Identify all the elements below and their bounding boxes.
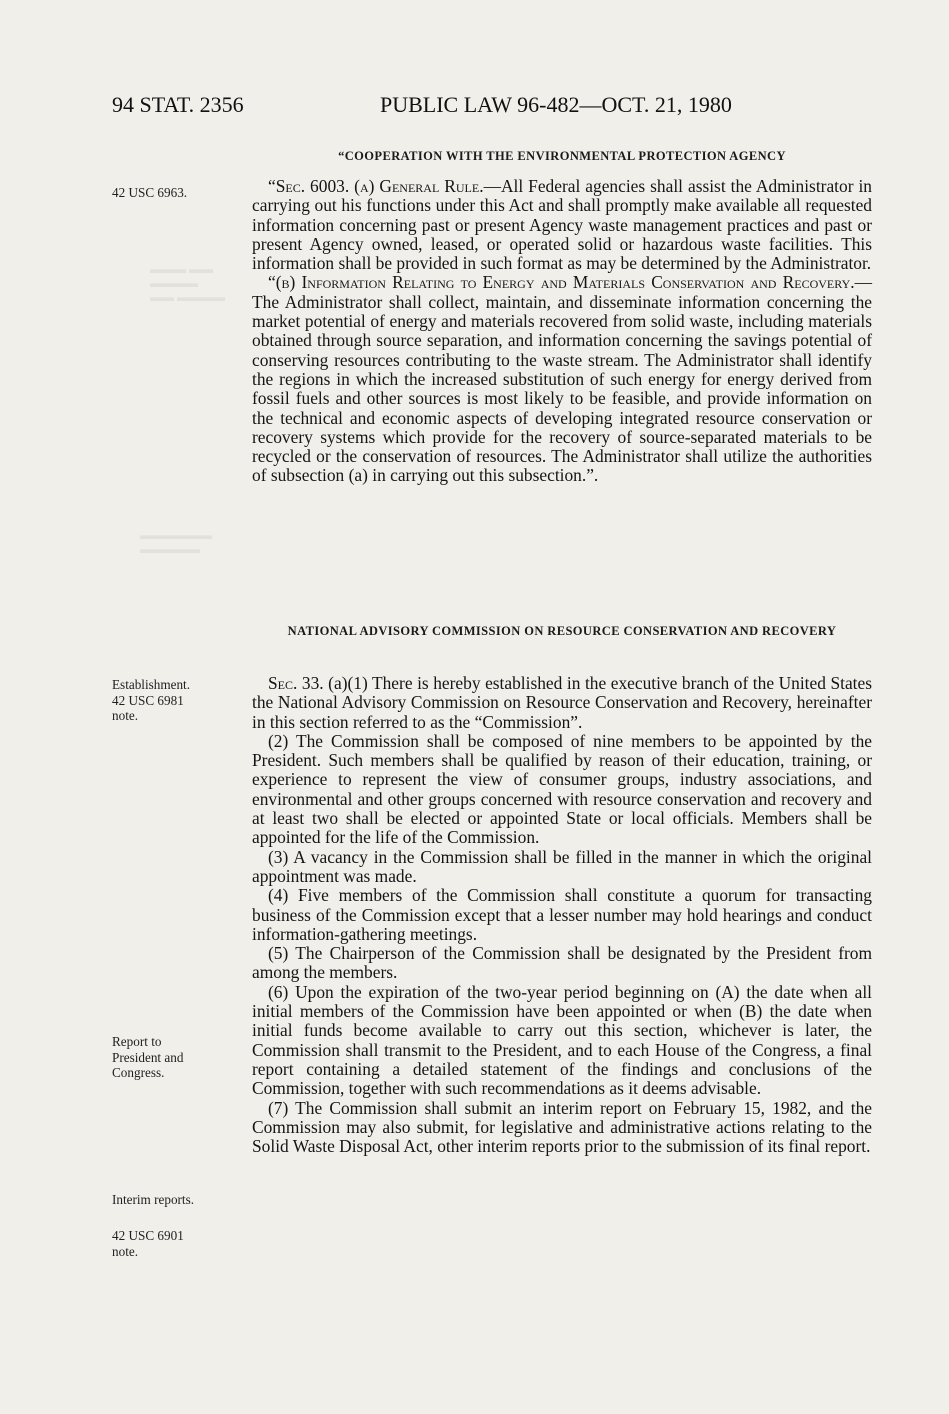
margin-note-line: Establishment.	[112, 677, 191, 692]
bleed-through-text: ▬▬▬▬▬▬ ▬▬▬▬▬	[140, 528, 212, 556]
margin-note-line: President and	[112, 1049, 184, 1065]
margin-note-usc-6963: 42 USC 6963.	[112, 185, 188, 200]
bleed-through-text: ▬▬▬ ▬▬ ▬▬▬▬ ▬▬ ▬▬▬▬	[150, 262, 225, 304]
margin-note-line: 42 USC 6901	[112, 1228, 184, 1243]
margin-note-usc-6901	[112, 1228, 232, 1259]
public-law-title: PUBLIC LAW 96-482—OCT. 21, 1980	[380, 92, 732, 117]
paragraph-lead: Sec. 33.	[268, 673, 324, 693]
margin-note-line: note.	[112, 1243, 139, 1259]
paragraph-33-1	[252, 674, 872, 732]
margin-note-establishment	[112, 677, 232, 724]
statute-page-number: 94 STAT. 2356	[112, 92, 244, 117]
section-6003-body	[252, 177, 872, 486]
paragraph-text: (a)(1) There is hereby established in the executive branch of the United States the National Advisory Commission on Resource Conservation and Recovery, hereinafter in this section referred to as the “Commission”.	[252, 673, 872, 732]
section-33-body	[252, 674, 872, 1156]
section-heading-commission: NATIONAL ADVISORY COMMISSION ON RESOURCE CONSERVATION AND RECOVERY	[287, 624, 837, 638]
paragraph-33-6: (6) Upon the expiration of the two-year period beginning on (A) the date when all initial members of the Commission have been appointed or when (B) the date when initial funds become available to carry out this section, whichever is later, the Commission shall transmit to the President, and to each House of the Congress, a final report containing a detailed statement of the findings and conclusions of the Commission, together with such recommendations as it deems advisable.	[252, 981, 872, 1099]
paragraph-lead: “(b) Information Relating to Energy and Materials Conservation and Recovery.	[268, 272, 855, 293]
paragraph-33-5: (5) The Chairperson of the Commission shall be designated by the President from among the members.	[252, 943, 872, 983]
paragraph-text: —All Federal agencies shall assist the Administrator in carrying out his functions under this Act and shall promptly make available all requested information concerning past or present Agency waste management practices and past or present Agency owned, leased, or operated solid or hazardous waste facilities. This information shall be provided in such format as may be determined by the Administrator.	[252, 176, 872, 274]
margin-note-line: 42 USC 6981	[112, 692, 184, 708]
section-heading-cooperation: “COOPERATION WITH THE ENVIRONMENTAL PROTECTION AGENCY	[338, 149, 786, 163]
paragraph-33-7: (7) The Commission shall submit an interim report on February 15, 1982, and the Commission may also submit, for legislative and administrative actions relating to the Solid Waste Disposal Act, other interim reports prior to the submission of its final report.	[252, 1097, 872, 1157]
paragraph-33-4: (4) Five members of the Commission shall constitute a quorum for transacting business of the Commission except that a lesser number may hold hearings and conduct information-gathering meetings.	[252, 885, 872, 944]
page-header	[112, 92, 872, 126]
paragraph-33-3: (3) A vacancy in the Commission shall be filled in the manner in which the original appointment was made.	[252, 846, 872, 886]
margin-note-interim-reports: Interim reports.	[112, 1192, 195, 1207]
paragraph-text: —The Administrator shall collect, maintain, and disseminate information concerning the market potential of energy and materials recovered from solid waste, including materials obtained through source separation, and information concerning the savings potential of conserving resources contributing to the waste stream. The Administrator shall identify the regions in which the increased substitution of such energy for energy derived from fossil fuels and other sources is most likely to be feasible, and provide information on the technical and economic aspects of developing integrated resource conservation or recovery systems which provide for the recovery of source-separated materials to be recycled or the conservation of resources. The Administrator shall utilize the authorities of subsection (a) in carrying out this subsection.”.	[252, 272, 872, 486]
margin-note-line: Congress.	[112, 1065, 165, 1080]
paragraph-33-2: (2) The Commission shall be composed of nine members to be appointed by the President. Such members shall be qualified by reason of their education, training, or experience to represent the view of consumer groups, industry associations, and environmental and other groups concerned with resource conservation and recovery and at least two shall be elected or appointed State or local officials. Members shall be appointed for the life of the Commission.	[252, 730, 872, 848]
margin-note-line: Report to	[112, 1034, 162, 1049]
paragraph-6003-a	[252, 177, 872, 273]
margin-note-line: note.	[112, 708, 139, 723]
margin-note-report	[112, 1034, 232, 1081]
paragraph-lead: “Sec. 6003. (a) General Rule.	[268, 176, 484, 196]
paragraph-6003-b	[252, 273, 872, 485]
